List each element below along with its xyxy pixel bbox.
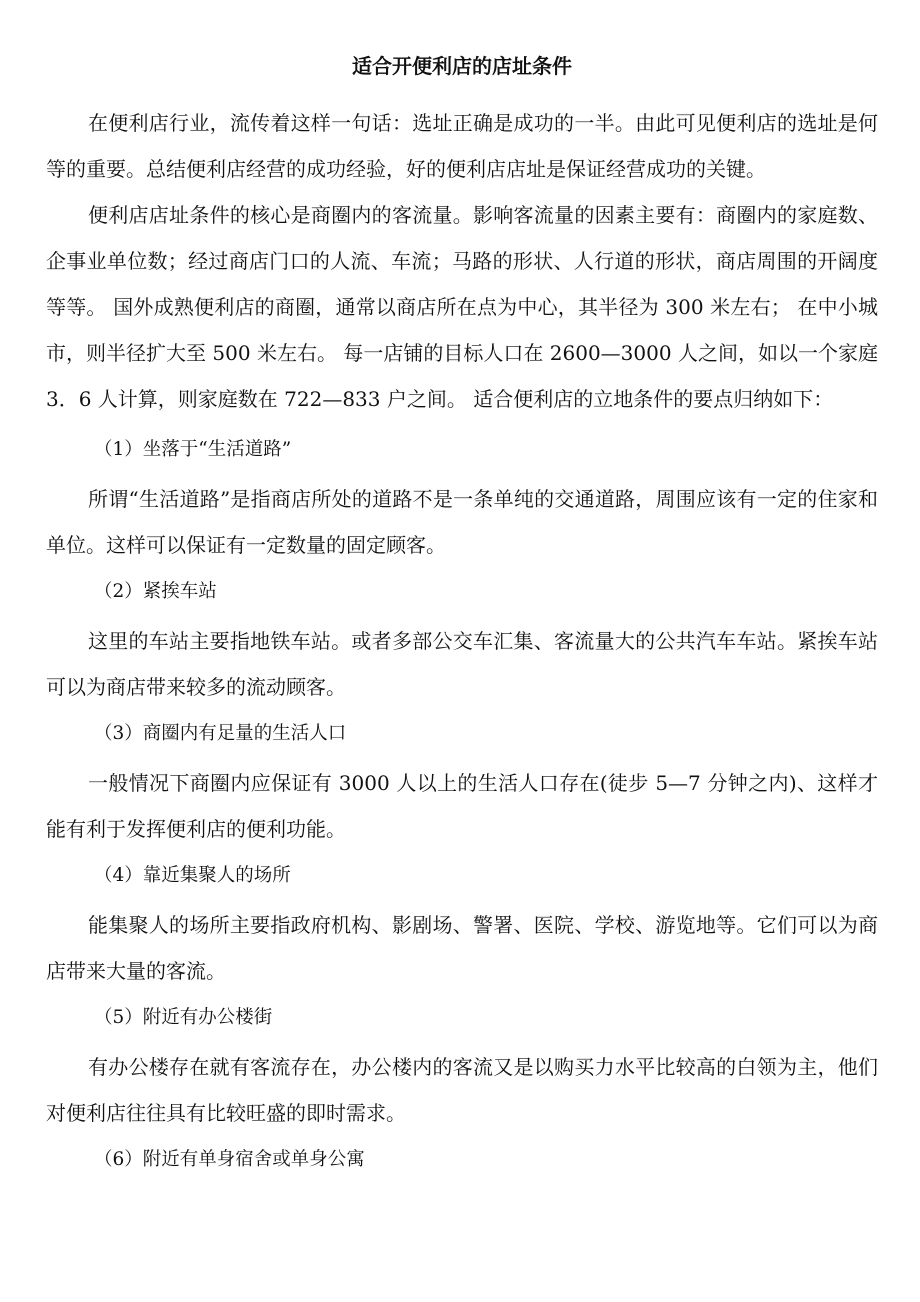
intro-paragraph-1: 在便利店行业，流传着这样一句话：选址正确是成功的一半。由此可见便利店的选址是何等的重要。总结便利店经营的成功经验，好的便利店店址是保证经营成功的关键。 — [46, 111, 878, 181]
section-2 — [46, 568, 878, 710]
section-5 — [46, 994, 878, 1136]
section-heading: （6）附近有单身宿舍或单身公寓 — [94, 1149, 365, 1170]
section-6 — [46, 1136, 878, 1184]
section-body: 有办公楼存在就有客流存在，办公楼内的客流又是以购买力水平比较高的白领为主，他们对便利店往往具有比较旺盛的即时需求。 — [46, 1055, 878, 1125]
section-4 — [46, 852, 878, 994]
document-page — [46, 52, 878, 1186]
section-body: 一般情况下商圈内应保证有 3000 人以上的生活人口存在(徒步 5—7 分钟之内)、这样才能有利于发挥便利店的便利功能。 — [46, 771, 878, 841]
section-heading: （1）坐落于“生活道路” — [94, 439, 292, 460]
section-3 — [46, 710, 878, 852]
section-body: 这里的车站主要指地铁车站。或者多部公交车汇集、客流量大的公共汽车车站。紧挨车站可以为商店带来较多的流动顾客。 — [46, 629, 878, 699]
section-heading: （5）附近有办公楼街 — [94, 1007, 273, 1028]
section-1 — [46, 426, 878, 568]
section-heading: （3）商圈内有足量的生活人口 — [94, 723, 347, 744]
section-body: 能集聚人的场所主要指政府机构、影剧场、警署、医院、学校、游览地等。它们可以为商店带来大量的客流。 — [46, 913, 878, 983]
section-heading: （2）紧挨车站 — [94, 581, 217, 602]
intro-paragraph-2: 便利店店址条件的核心是商圈内的客流量。影响客流量的因素主要有：商圈内的家庭数、企事业单位数；经过商店门口的人流、车流；马路的形状、人行道的形状，商店周围的开阔度等等。 国外成熟便利店的商圈，通常以商店所在点为中心，其半径为 300 米左右； 在中小城市，则半径扩大至 500 米左右。 每一店铺的目标人口在 2600—3000 人之间，如以一个家庭 3．6 人计算，则家庭数在 722—833 户之间。 适合便利店的立地条件的要点归纳如下： — [46, 203, 878, 411]
document-title: 适合开便利店的店址条件 — [352, 54, 572, 78]
section-heading: （4）靠近集聚人的场所 — [94, 865, 291, 886]
section-body: 所谓“生活道路”是指商店所处的道路不是一条单纯的交通道路，周围应该有一定的住家和单位。这样可以保证有一定数量的固定顾客。 — [46, 487, 878, 557]
